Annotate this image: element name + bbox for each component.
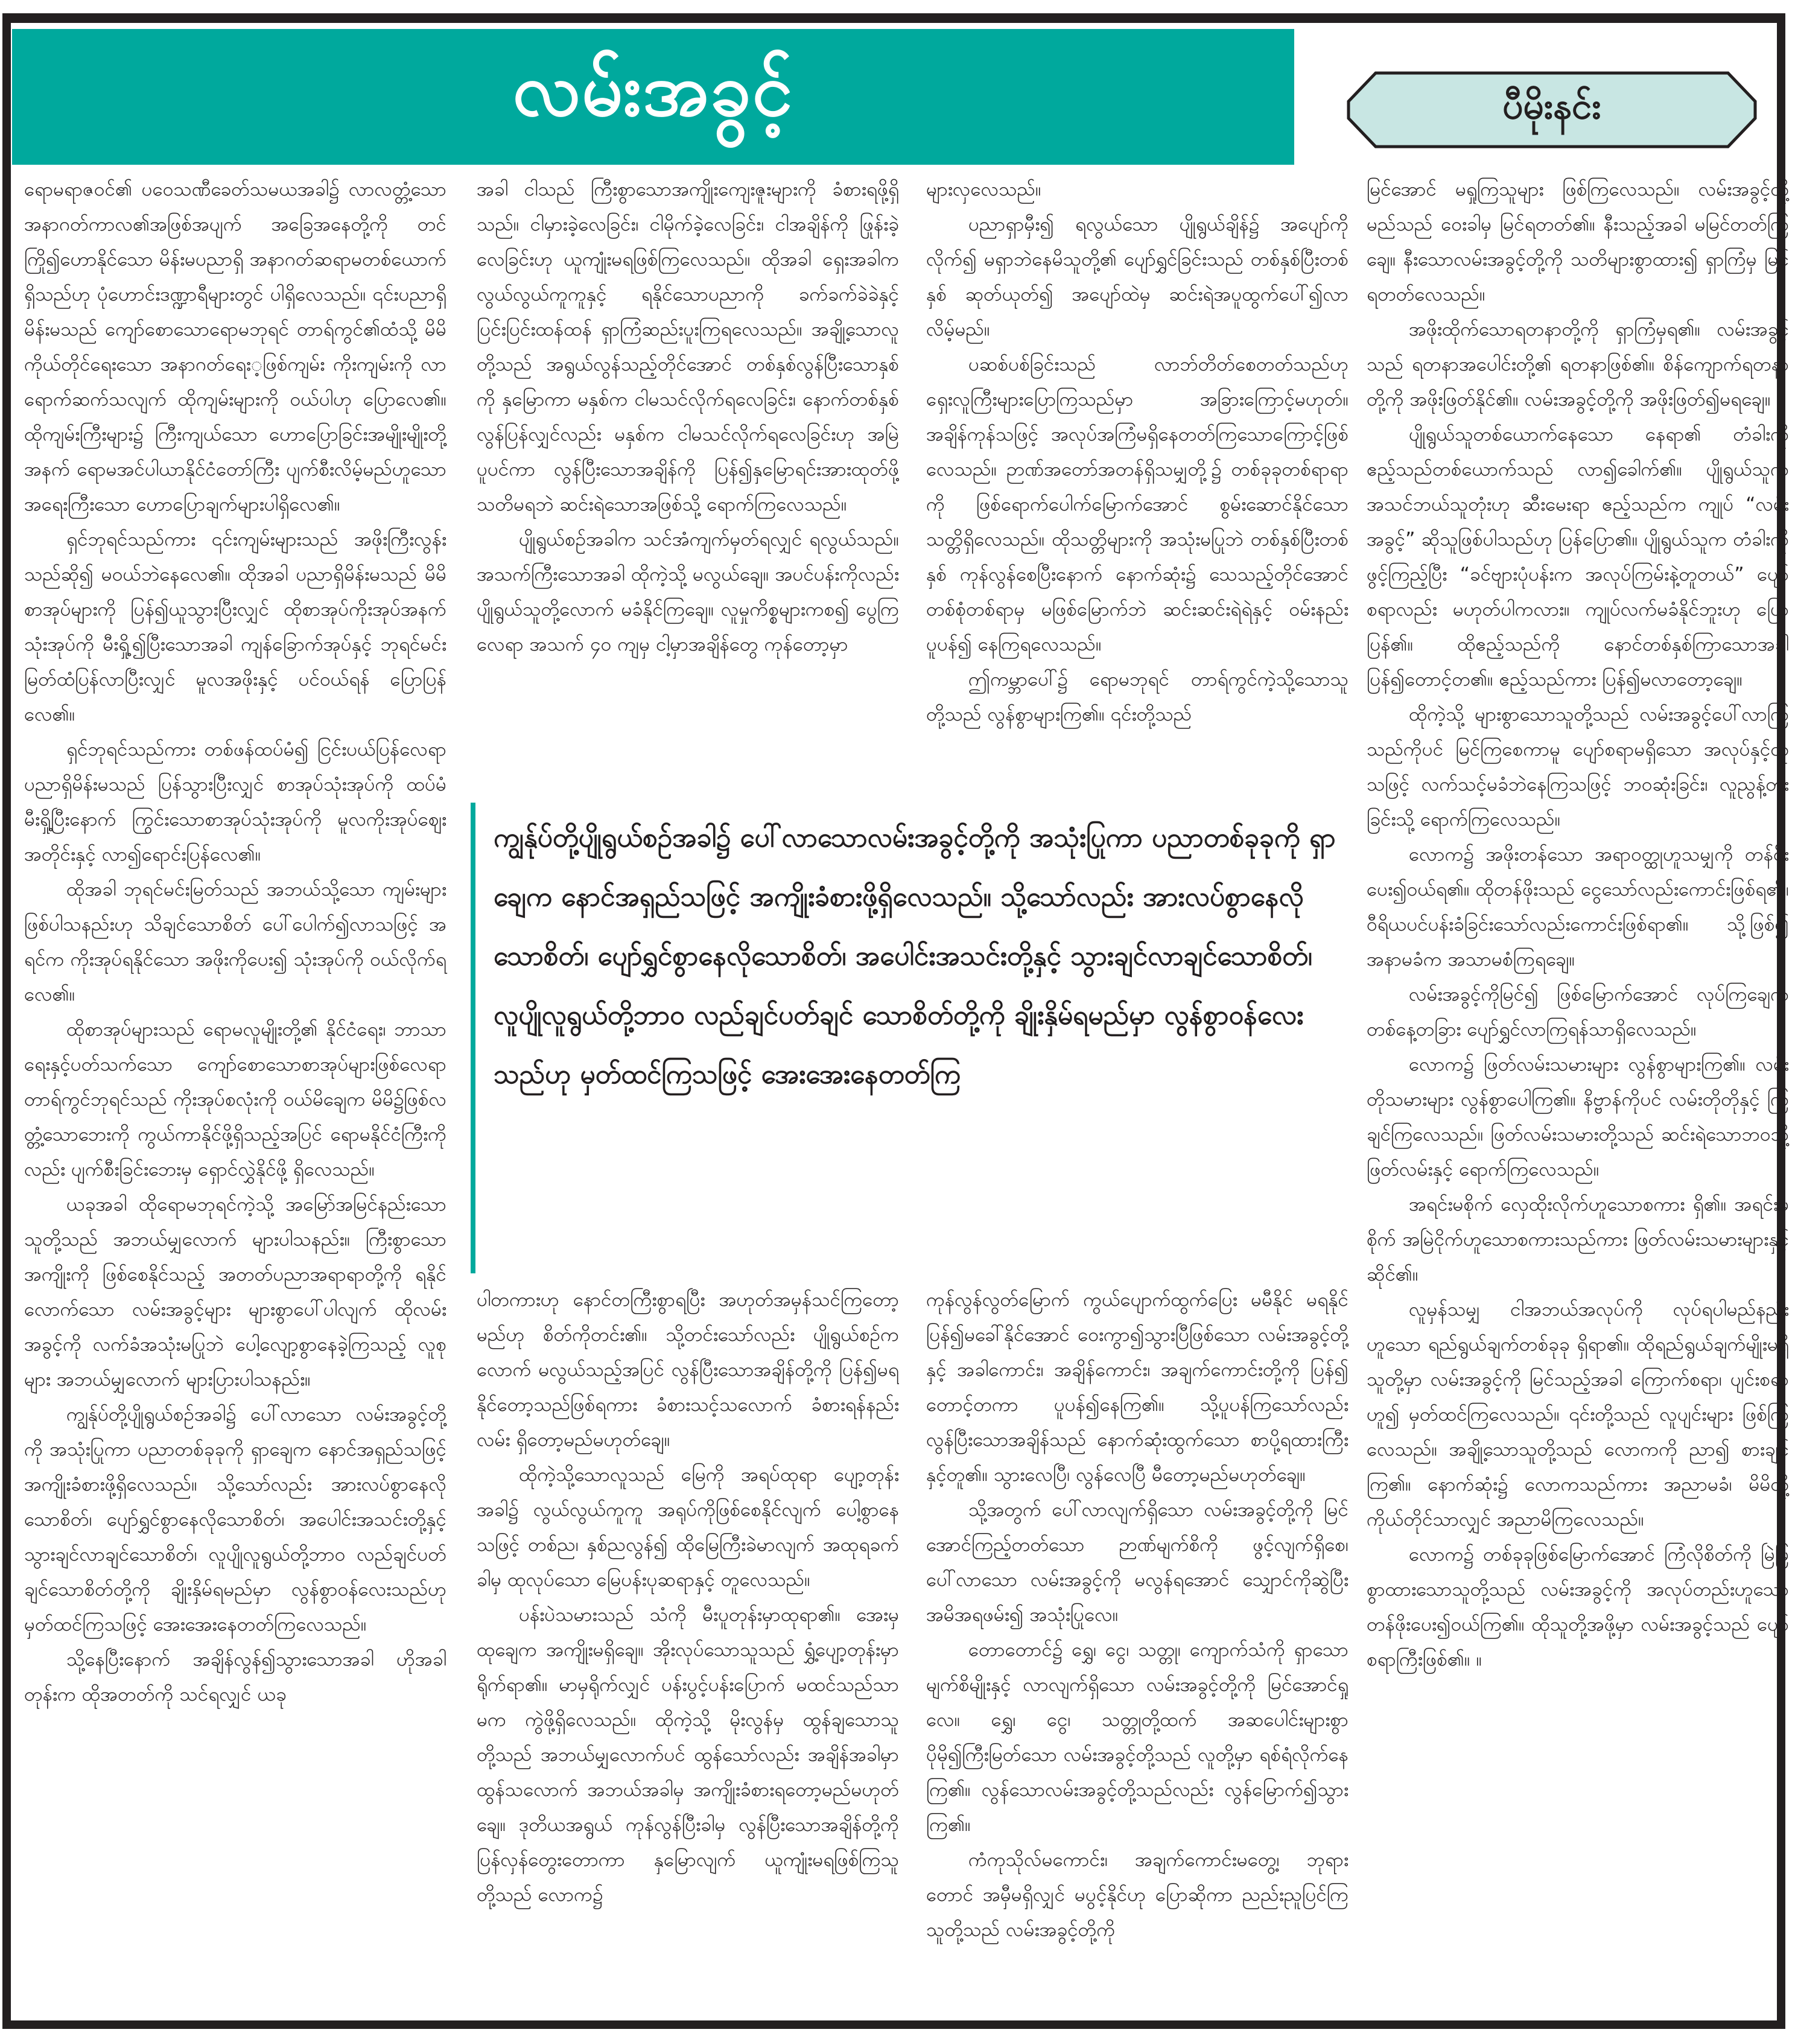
paragraph: ပါတကားဟု နောင်တကြီးစွာရပြီး အဟုတ်အမှန်သင်ကြတော့မည်ဟု စိတ်ကိုတင်း၏။ သို့တင်းသော်လည်း ပျိုရွယ်စဉ်ကလောက် မလွယ်သည့်အပြင် လွန်ပြီးသောအချိန်တို့ကို ပြန်၍မရနိုင်တော့သည်ဖြစ်ရကား ခံစားသင့်သလောက် ခံစားရန်နည်းလမ်း ရှိတော့မည်မဟုတ်ချေ။ — [477, 1289, 899, 1451]
paragraph: လောက၌ တစ်ခုခုဖြစ်မြောက်အောင် ကြံလိုစိတ်ကို မြဲမြံစွာထားသောသူတို့သည် လမ်းအခွင့်ကို အလုပ်တည်းဟူသော တန်ဖိုးပေး၍ဝယ်ကြ၏။ ထိုသူတို့အဖို့မှာ လမ်းအခွင့်သည် ပျော်စရာကြီးဖြစ်၏။ ။ — [1367, 1544, 1789, 1670]
paragraph: လောက၌ ဖြတ်လမ်းသမားများ လွန်စွာများကြ၏။ လမ်းတိုသမားများ လွန်စွာပေါကြ၏။ နိဗ္ဗာန်ကိုပင် လမ်းတိုတိုနှင့် ကြံချင်ကြလေသည်။ ဖြတ်လမ်းသမားတို့သည် ဆင်းရဲသောဘဝသို့ ဖြတ်လမ်းနှင့် ရောက်ကြလေသည်။ — [1367, 1054, 1789, 1180]
paragraph: အခါ ငါသည် ကြီးစွာသောအကျိုးကျေးဇူးများကို ခံစားရဖို့ရှိသည်။ ငါမှားခဲ့လေခြင်း၊ ငါမိုက်ခဲ့လေခြင်း၊ ငါအချိန်ကို ဖြုန်းခဲ့လေခြင်းဟု ယူကျုံးမရဖြစ်ကြလေသည်။ ထိုအခါ ရှေးအခါက လွယ်လွယ်ကူကူနှင့် ရနိုင်သောပညာကို ခက်ခက်ခဲခဲနှင့် ပြင်းပြင်းထန်ထန် ရှာကြံဆည်းပူးကြရလေသည်။ အချို့သောလူတို့သည် အရွယ်လွန်သည့်တိုင်အောင် တစ်နှစ်လွန်ပြီးသောနှစ်ကို နှမြောကာ မနှစ်က ငါမသင်လိုက်ရလေခြင်း၊ နောက်တစ်နှစ် လွန်ပြန်လျှင်လည်း မနှစ်က ငါမသင်လိုက်ရလေခြင်းဟု အမြဲပူပင်ကာ လွန်ပြီးသောအချိန်ကို ပြန်၍နှမြောရင်းအားထုတ်ဖို့ သတိမရဘဲ ဆင်းရဲသောအဖြစ်သို့ ရောက်ကြလေသည်။ — [477, 179, 899, 515]
paragraph: ထိုစာအုပ်များသည် ရောမလူမျိုးတို့၏ နိုင်ငံရေး၊ ဘာသာရေးနှင့်ပတ်သက်သော ကျော်စောသောစာအုပ်များဖြစ်လေရာ တာရ်ကွင်ဘုရင်သည် ကိုးအုပ်စလုံးကို ဝယ်မိချေက မိမိ၌ဖြစ်လတ္တံ့သောဘေးကို ကွယ်ကာနိုင်ဖို့ရှိသည့်အပြင် ရောမနိုင်ငံကြီးကိုလည်း ပျက်စီးခြင်းဘေးမှ ရှောင်လွှဲနိုင်ဖို့ ရှိလေသည်။ — [24, 1019, 446, 1180]
paragraph: ပန်းပဲသမားသည် သံကို မီးပူတုန်းမှာထုရာ၏။ အေးမှထုချေက အကျိုးမရှိချေ။ အိုးလုပ်သောသူသည် ရွှံ့ပျော့တုန်းမှာ ရိုက်ရာ၏။ မာမှရိုက်လျှင် ပန်းပွင့်ပန်းပြောက် မထင်သည်သာမက ကွဲဖို့ရှိလေသည်။ ထိုကဲ့သို့ မိုးလွန်မှ ထွန်ချသောသူတို့သည် အဘယ်မျှလောက်ပင် ထွန်သော်လည်း အချိန်အခါမှာ ထွန်သလောက် အဘယ်အခါမှ အကျိုးခံစားရတော့မည်မဟုတ်ချေ။ ဒုတိယအရွယ် ကုန်လွန်ပြီးခါမှ လွန်ပြီးသောအချိန်တို့ကို ပြန်လှန်တွေးတောကာ နှမြောလျက် ယူကျုံးမရဖြစ်ကြသူတို့သည် လောက၌ — [477, 1604, 899, 1906]
pull-quote-text: ကျွန်ုပ်တို့ပျိုရွယ်စဉ်အခါ၌ ပေါ်လာသောလမ်းအခွင့်တို့ကို အသုံးပြုကာ ပညာတစ်ခုခုကို ရှာချေက နောင်အရှည်သဖြင့် အကျိုးခံစားဖို့ရှိလေသည်။ သို့သော်လည်း အားလပ်စွာနေလိုသောစိတ်၊ ပျော်ရွှင်စွာနေလိုသောစိတ်၊ အပေါင်းအသင်းတို့နှင့် သွားချင်လာချင်သောစိတ်၊ လူပျိုလူရွယ်တို့ဘာဝ လည်ချင်ပတ်ချင် သောစိတ်တို့ကို ချိုးနှိမ်ရမည်မှာ လွန်စွာဝန်လေးသည်ဟု မှတ်ထင်ကြသဖြင့် အေးအေးနေတတ်ကြ — [494, 823, 1336, 1090]
pull-quote — [471, 803, 1345, 1273]
paragraph: လမ်းအခွင့်ကိုမြင်၍ ဖြစ်မြောက်အောင် လုပ်ကြချေက တစ်နေ့တခြား ပျော်ရွှင်လာကြရန်သာရှိလေသည်။ — [1367, 984, 1789, 1040]
paragraph: ထိုကဲ့သို့သောလူသည် မြေကို အရပ်ထုရာ ပျော့တုန်းအခါ၌ လွယ်လွယ်ကူကူ အရုပ်ကိုဖြစ်စေနိုင်လျက် ပေါ့စွာနေသဖြင့် တစ်ည၊ နှစ်ညလွန်၍ ထိုမြေကြီးခဲမာလျက် အထုရခက်ခါမှ ထုလုပ်သော မြေပန်းပုဆရာနှင့် တူလေသည်။ — [477, 1464, 899, 1591]
paragraph: ပျိုရွယ်စဉ်အခါက သင်အံကျက်မှတ်ရလျှင် ရလွယ်သည်။ အသက်ကြီးသောအခါ ထိုကဲ့သို့ မလွယ်ချေ။ အပင်ပန်းကိုလည်း ပျိုရွယ်သူတို့လောက် မခံနိုင်ကြချေ။ လူမှုကိစ္စများကစ၍ ပွေကြလေရာ အသက် ၄၀ ကျမှ ငါ့မှာအချိန်တွေ ကုန်တော့မှာ — [477, 529, 899, 655]
title-banner — [12, 29, 1294, 165]
paragraph: ယခုအခါ ထိုရောမဘုရင်ကဲ့သို့ အမြော်အမြင်နည်းသောသူတို့သည် အဘယ်မျှလောက် များပါသနည်း။ ကြီးစွာသောအကျိုးကို ဖြစ်စေနိုင်သည့် အတတ်ပညာအရာရာတို့ကို ရနိုင်လောက်သော လမ်းအခွင့်များ များစွာပေါ်ပါလျက် ထိုလမ်းအခွင့်ကို လက်ခံအသုံးမပြုဘဲ ပေါ့လျော့စွာနေခဲ့ကြသည့် လူစုများ အဘယ်မျှလောက် များပြားပါသနည်း။ — [24, 1194, 446, 1390]
paragraph: မြင်အောင် မရှုကြသူများ ဖြစ်ကြလေသည်။ လမ်းအခွင့်တို့မည်သည် ဝေးခါမှ မြင်ရတတ်၏။ နီးသည့်အခါ မမြင်တတ်ကြချေ။ နီးသောလမ်းအခွင့်တို့ကို သတိများစွာထား၍ ရှာကြံမှ မြင်ရတတ်လေသည်။ — [1367, 179, 1789, 305]
paragraph: သို့အတွက် ပေါ်လာလျက်ရှိသော လမ်းအခွင့်တို့ကို မြင်အောင်ကြည့်တတ်သော ဉာဏ်မျက်စိကို ဖွင့်လျက်ရှိစေ၊ ပေါ်လာသော လမ်းအခွင့်ကို မလွန်ရအောင် သျှောင်ကိုဆွဲပြီး အမိအရဖမ်း၍ အသုံးပြုလေ။ — [926, 1499, 1349, 1626]
paragraph: လူမှန်သမျှ ငါအဘယ်အလုပ်ကို လုပ်ရပါမည်နည်းဟူသော ရည်ရွယ်ချက်တစ်ခုခု ရှိရာ၏။ ထိုရည်ရွယ်ချက်မျိုးမရှိသူတို့မှာ လမ်းအခွင့်ကို မြင်သည့်အခါ ကြောက်စရာ၊ ပျင်းစရာဟူ၍ မှတ်ထင်ကြလေသည်။ ၎င်းတို့သည် လူပျင်းများ ဖြစ်ကြလေသည်။ အချို့သောသူတို့သည် လောကကို ညာ၍ စားချင်ကြ၏။ နောက်ဆုံး၌ လောကသည်ကား အညာမခံ၊ မိမိတို့ကိုယ်တိုင်သာလျှင် အညာမိကြလေသည်။ — [1367, 1299, 1789, 1530]
paragraph: ထိုကဲ့သို့ များစွာသောသူတို့သည် လမ်းအခွင့်ပေါ်လာကြသည်ကိုပင် မြင်ကြစေကာမူ ပျော်စရာမရှိသော အလုပ်နှင့်တူသဖြင့် လက်သင့်မခံဘဲနေကြသဖြင့် ဘဝဆုံးခြင်း၊ လူညွန့်တုံးခြင်းသို့ ရောက်ကြလေသည်။ — [1367, 704, 1789, 830]
paragraph: များလှလေသည်။ — [926, 179, 1041, 200]
column-2-bottom — [477, 1282, 899, 2007]
paragraph: ပညာရှာမှီး၍ ရလွယ်သော ပျိုရွယ်ချိန်၌ အပျော်ကိုလိုက်၍ မရှာဘဲနေမိသူတို့၏ ပျော်ရွှင်ခြင်းသည် တစ်နှစ်ပြီးတစ်နှစ် ဆုတ်ယုတ်၍ အပျော်ထဲမှ ဆင်းရဲအပူထွက်ပေါ်၍လာလိမ့်မည်။ — [926, 214, 1349, 340]
paragraph: ဤကမ္ဘာပေါ်၌ ရောမဘုရင် တာရ်ကွင်ကဲ့သို့သောသူတို့သည် လွန်စွာများကြ၏။ ၎င်းတို့သည် — [926, 669, 1349, 725]
column-1 — [24, 172, 446, 2007]
author-badge — [1347, 71, 1757, 148]
paragraph: ရှင်ဘုရင်သည်ကား တစ်ဖန်ထပ်မံ၍ ငြင်းပယ်ပြန်လေရာ ပညာရှိမိန်းမသည် ပြန်သွားပြီးလျှင် စာအုပ်သုံးအုပ်ကို ထပ်မံမီးရှို့ပြီးနောက် ကြွင်းသောစာအုပ်သုံးအုပ်ကို မူလကိုးအုပ်ဈေးအတိုင်းနှင့် လာ၍ရောင်းပြန်လေ၏။ — [24, 739, 446, 865]
column-2-top — [477, 172, 899, 791]
column-3-top — [926, 172, 1349, 791]
paragraph: ရှင်ဘုရင်သည်ကား ၎င်းကျမ်းများသည် အဖိုးကြီးလွန်းသည်ဆို၍ မဝယ်ဘဲနေလေ၏။ ထိုအခါ ပညာရှိမိန်းမသည် မိမိစာအုပ်များကို ပြန်၍ယူသွားပြီးလျှင် ထိုစာအုပ်ကိုးအုပ်အနက် သုံးအုပ်ကို မီးရှို့၍ပြီးသောအခါ ကျန်ခြောက်အုပ်နှင့် ဘုရင်မင်းမြတ်ထံပြန်လာပြီးလျှင် မူလအဖိုးနှင့် ပင်ဝယ်ရန် ပြောပြန်လေ၏။ — [24, 529, 446, 725]
paragraph: လောက၌ အဖိုးတန်သော အရာဝတ္ထုဟူသမျှကို တန်ဖိုးပေး၍ဝယ်ရ၏။ ထိုတန်ဖိုးသည် ငွေသော်လည်းကောင်းဖြစ်ရ၏။ ဝီရိယပင်ပန်းခံခြင်းသော်လည်းကောင်းဖြစ်ရာ၏။ သို့ဖြစ်၍ အနာမခံက အသာမစံကြရချေ။ — [1367, 844, 1789, 970]
author-name: ပီမိုးနင်း — [1502, 85, 1601, 127]
article-title: လမ်းအခွင့် — [512, 48, 794, 132]
paragraph: သို့နေပြီးနောက် အချိန်လွန်၍သွားသောအခါ ဟိုအခါတုန်းက ထိုအတတ်ကို သင်ရလျှင် ယခု — [24, 1649, 446, 1705]
paragraph: တောတောင်၌ ရွှေ၊ ငွေ၊ သတ္တု၊ ကျောက်သံကို ရှာသောမျက်စိမျိုးနှင့် လာလျက်ရှိသော လမ်းအခွင့်တို့ကို မြင်အောင်ရှုလေ။ ရွှေ၊ ငွေ၊ သတ္တုတို့ထက် အဆပေါင်းများစွာ ပိုမို၍ကြီးမြတ်သော လမ်းအခွင့်တို့သည် လူတို့မှာ ရစ်ရံလိုက်နေကြ၏။ လွန်သောလမ်းအခွင့်တို့သည်လည်း လွန်မြောက်၍သွားကြ၏။ — [926, 1639, 1349, 1836]
column-4 — [1367, 172, 1789, 2007]
paragraph: ရောမရာဇဝင်၏ ပဝေသဏီခေတ်သမယအခါ၌ လာလတ္တံ့သော အနာဂတ်ကာလ၏အဖြစ်အပျက် အခြေအနေတို့ကို တင်ကြို၍ဟောနိုင်သော မိန်းမပညာရှိ အနာဂတ်ဆရာမတစ်ယောက်ရှိသည်ဟု ပုံဟောင်းဒဏ္ဍာရီများတွင် ပါရှိလေသည်။ ၎င်းပညာရှိမိန်းမသည် ကျော်စောသောရောမဘုရင် တာရ်ကွင်၏ထံသို့ မိမိကိုယ်တိုင်ရေးသော အနာဂတ်ရေး့ဖြစ်ကျမ်း ကိုးကျမ်းကို လာရောက်ဆက်သလျက် ထိုကျမ်းများကို ဝယ်ပါဟု ပြောလေ၏။ ထိုကျမ်းကြီးများ၌ ကြီးကျယ်သော ဟောပြောခြင်းအမျိုးမျိုးတို့အနက် ရောမအင်ပါယာနိုင်ငံတော်ကြီး ပျက်စီးလိမ့်မည်ဟူသော အရေးကြီးသော ဟောပြောချက်များပါရှိလေ၏။ — [24, 179, 446, 515]
paragraph: ကံကုသိုလ်မကောင်း၊ အချက်ကောင်းမတွေ့၊ ဘုရားတောင် အမှီမရှိလျှင် မပွင့်နိုင်ဟု ပြောဆိုကာ ညည်းညူပြင်ကြသူတို့သည် လမ်းအခွင့်တို့ကို — [926, 1849, 1349, 1941]
paragraph: အရင်းမစိုက် လှေထိုးလိုက်ဟူသောစကား ရှိ၏။ အရင်းမစိုက် အမြဲငိုက်ဟူသောစကားသည်ကား ဖြတ်လမ်းသမားများနှင့်ဆိုင်၏။ — [1367, 1194, 1789, 1285]
paragraph: ပျိုရွယ်သူတစ်ယောက်နေသော နေရာ၏ တံခါးကို ဧည့်သည်တစ်ယောက်သည် လာ၍ခေါက်၏။ ပျိုရွယ်သူက အသင်ဘယ်သူတုံးဟု ဆီးမေးရာ ဧည့်သည်က ကျုပ် “လမ်းအခွင့်” ဆိုသူဖြစ်ပါသည်ဟု ပြန်ပြော၏။ ပျိုရွယ်သူက တံခါးကို ဖွင့်ကြည့်ပြီး “ခင်ဗျားပုံပန်းက အလုပ်ကြမ်းနဲ့တူတယ်” ပျော်စရာလည်း မဟုတ်ပါကလား။ ကျုပ်လက်မခံနိုင်ဘူးဟု ပြောပြန်၏။ ထိုဧည့်သည်ကို နောင်တစ်နှစ်ကြာသောအခါ ပြန်၍တောင့်တ၏။ ဧည့်သည်ကား ပြန်၍မလာတော့ချေ။ — [1367, 424, 1789, 690]
paragraph: ကျွန်ုပ်တို့ပျိုရွယ်စဉ်အခါ၌ ပေါ်လာသော လမ်းအခွင့်တို့ကို အသုံးပြုကာ ပညာတစ်ခုခုကို ရှာချေက နောင်အရှည်သဖြင့် အကျိုးခံစားဖို့ရှိလေသည်။ သို့သော်လည်း အားလပ်စွာနေလိုသောစိတ်၊ ပျော်ရွှင်စွာနေလိုသောစိတ်၊ အပေါင်းအသင်းတို့နှင့် သွားချင်လာချင်သောစိတ်၊ လူပျိုလူရွယ်တို့ဘာဝ လည်ချင်ပတ်ချင်သောစိတ်တို့ကို ချိုးနှိမ်ရမည်မှာ လွန်စွာဝန်လေးသည်ဟု မှတ်ထင်ကြသဖြင့် အေးအေးနေတတ်ကြလေသည်။ — [24, 1404, 446, 1635]
paragraph: ကုန်လွန်လွတ်မြောက် ကွယ်ပျောက်ထွက်ပြေး မမီနိုင် မရနိုင် ပြန်၍မခေါ်နိုင်အောင် ဝေးကွာ၍သွားပြီဖြစ်သော လမ်းအခွင့်တို့နှင့် အခါကောင်း၊ အချိန်ကောင်း၊ အချက်ကောင်းတို့ကို ပြန်၍ တောင့်တကာ ပူပန်၍နေကြ၏။ သို့ပူပန်ကြသော်လည်း လွန်ပြီးသောအချိန်သည် နောက်ဆုံးထွက်သော စာပို့ရထားကြီးနှင့်တူ၏။ သွားလေပြီ၊ လွန်လေပြီ မီတော့မည်မဟုတ်ချေ။ — [926, 1289, 1349, 1486]
paragraph: အဖိုးထိုက်သောရတနာတို့ကို ရှာကြံမှရ၏။ လမ်းအခွင့်သည် ရတနာအပေါင်းတို့၏ ရတနာဖြစ်၏။ စိန်ကျောက်ရတနာတို့ကို အဖိုးဖြတ်နိုင်၏။ လမ်းအခွင့်တို့ကို အဖိုးဖြတ်၍မရချေ။ — [1367, 319, 1789, 410]
paragraph: ထိုအခါ ဘုရင်မင်းမြတ်သည် အဘယ်သို့သော ကျမ်းများဖြစ်ပါသနည်းဟု သိချင်သောစိတ် ပေါ်ပေါက်၍လာသဖြင့် အရင်က ကိုးအုပ်ရနိုင်သော အဖိုးကိုပေး၍ သုံးအုပ်ကို ဝယ်လိုက်ရလေ၏။ — [24, 879, 446, 1005]
paragraph: ပဆစ်ပစ်ခြင်းသည် လာဘ်တိတ်စေတတ်သည်ဟု ရှေးလူကြီးများပြောကြသည်မှာ အခြားကြောင့်မဟုတ်။ အချိန်ကုန်သဖြင့် အလုပ်အကြံမရှိနေတတ်ကြသောကြောင့်ဖြစ်လေသည်။ ဉာဏ်အတော်အတန်ရှိသမျှတို့၌ တစ်ခုခုတစ်ရာရာကို ဖြစ်ရောက်ပေါက်မြောက်အောင် စွမ်းဆောင်နိုင်သော သတ္တိရှိလေသည်။ ထိုသတ္တိများကို အသုံးမပြုဘဲ တစ်နှစ်ပြီးတစ်နှစ် ကုန်လွန်စေပြီးနောက် နောက်ဆုံး၌ သေသည့်တိုင်အောင် တစ်စုံတစ်ရာမှ မဖြစ်မြောက်ဘဲ ဆင်းဆင်းရဲရဲနှင့် ဝမ်းနည်းပူပန်၍ နေကြရလေသည်။ — [926, 354, 1349, 655]
column-3-bottom — [926, 1282, 1349, 2007]
